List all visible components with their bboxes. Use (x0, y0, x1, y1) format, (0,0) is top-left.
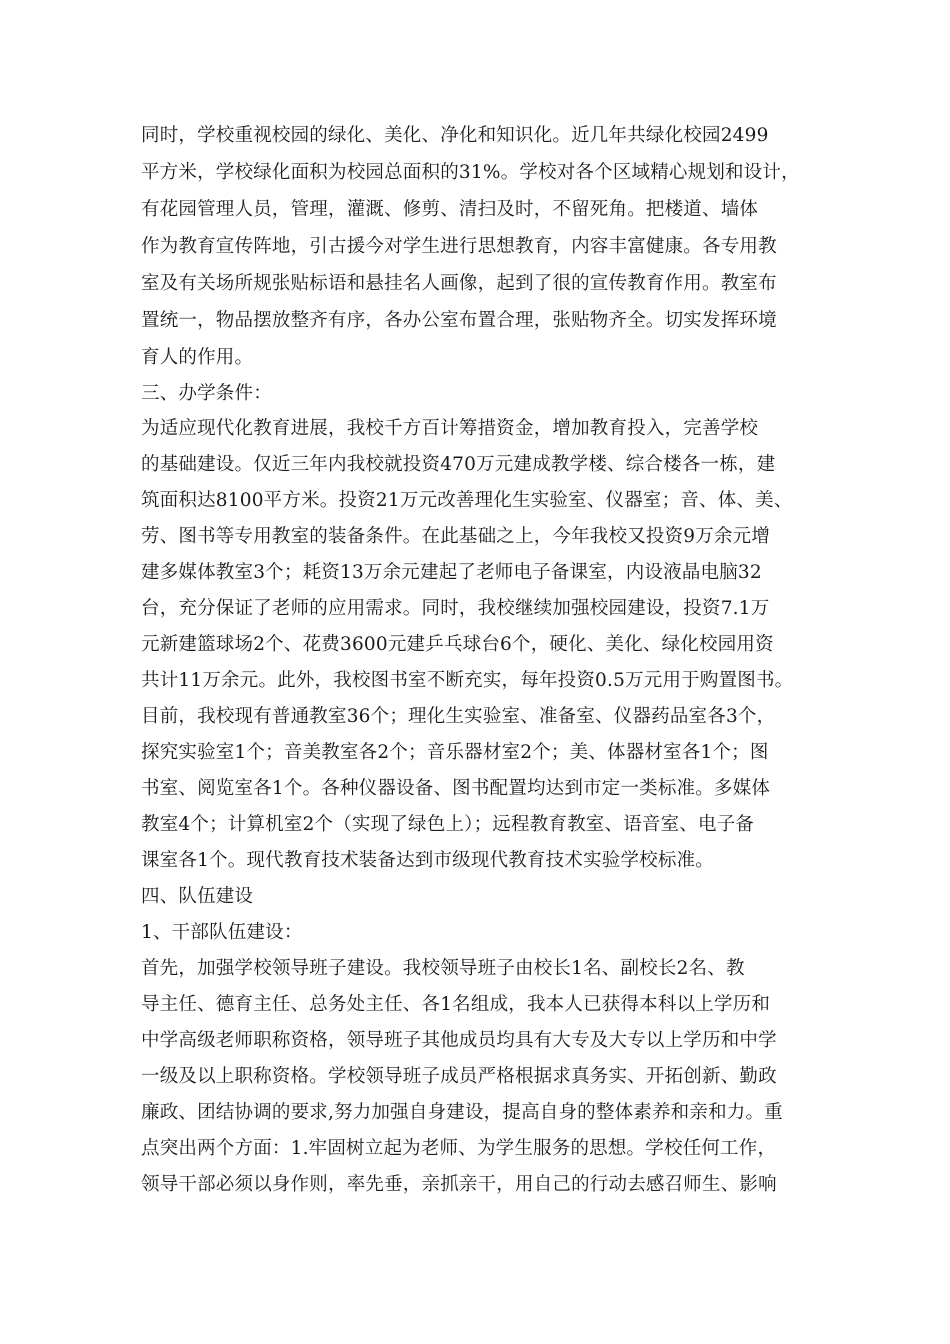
text-line: 教室4个；计算机室2个（实现了绿色上）；远程教育教室、语音室、电子备 (141, 814, 755, 835)
text-line: 共计11万余元。此外，我校图书室不断充实，每年投资0.5万元用于购置图书。 (141, 670, 794, 691)
text-line: 育人的作用。 (141, 347, 254, 368)
section-heading: 三、办学条件： (141, 383, 272, 404)
section-heading: 四、队伍建设 (141, 886, 254, 907)
text-line: 导主任、德育主任、总务处主任、各1名组成，我本人已获得本科以上学历和 (141, 994, 771, 1015)
text-line: 劳、图书等专用教室的装备条件。在此基础之上，今年我校又投资9万余元增 (141, 526, 771, 547)
text-line: 探究实验室1个；音美教室各2个；音乐器材室2个；美、体器材室各1个；图 (141, 742, 769, 763)
text-line: 课室各1个。现代教育技术装备达到市级现代教育技术实验学校标准。 (141, 850, 714, 871)
text-line: 目前，我校现有普通教室36个；理化生实验室、准备室、仪器药品室各3个， (141, 706, 776, 727)
text-line: 领导干部必须以身作则，率先垂，亲抓亲干，用自己的行动去感召师生、影响 (141, 1174, 777, 1195)
text-line: 有花园管理人员，管理，灌溉、修剪、清扫及时，不留死角。把楼道、墙体 (141, 199, 759, 220)
text-line: 首先，加强学校领导班子建设。我校领导班子由校长1名、副校长2名、教 (141, 958, 745, 979)
text-line: 同时，学校重视校园的绿化、美化、净化和知识化。近几年共绿化校园2499 (141, 125, 769, 146)
text-line: 为适应现代化教育进展，我校千方百计筹措资金，增加教育投入，完善学校 (141, 418, 759, 439)
text-line: 作为教育宣传阵地，引古援今对学生进行思想教育，内容丰富健康。各专用教 (141, 236, 777, 257)
text-line: 廉政、团结协调的要求,努力加强自身建设，提高自身的整体素养和亲和力。重 (141, 1102, 783, 1123)
text-line: 点突出两个方面：1.牢固树立起为老师、为学生服务的思想。学校任何工作， (141, 1138, 777, 1159)
text-line: 元新建篮球场2个、花费3600元建乒乓球台6个，硬化、美化、绿化校园用资 (141, 634, 774, 655)
text-line: 置统一，物品摆放整齐有序，各办公室布置合理，张贴物齐全。切实发挥环境 (141, 310, 777, 331)
text-line: 书室、阅览室各1个。各种仪器设备、图书配置均达到市定一类标准。多媒体 (141, 778, 771, 799)
subsection-heading: 1、干部队伍建设： (141, 922, 303, 943)
text-line: 平方米，学校绿化面积为校园总面积的31%。学校对各个区域精心规划和设计， (141, 162, 800, 183)
text-line: 中学高级老师职称资格，领导班子其他成员均具有大专及大专以上学历和中学 (141, 1030, 777, 1051)
text-line: 筑面积达8100平方米。投资21万元改善理化生实验室、仪器室；音、体、美、 (141, 490, 793, 511)
text-line: 一级及以上职称资格。学校领导班子成员严格根据求真务实、开拓创新、勤政 (141, 1066, 777, 1087)
text-line: 台，充分保证了老师的应用需求。同时，我校继续加强校园建设，投资7.1万 (141, 598, 770, 619)
text-line: 的基础建设。仅近三年内我校就投资470万元建成教学楼、综合楼各一栋，建 (141, 454, 776, 475)
text-line: 建多媒体教室3个；耗资13万余元建起了老师电子备课室，内设液晶电脑32 (141, 562, 762, 583)
text-line: 室及有关场所规张贴标语和悬挂名人画像，起到了很的宣传教育作用。教室布 (141, 273, 777, 294)
